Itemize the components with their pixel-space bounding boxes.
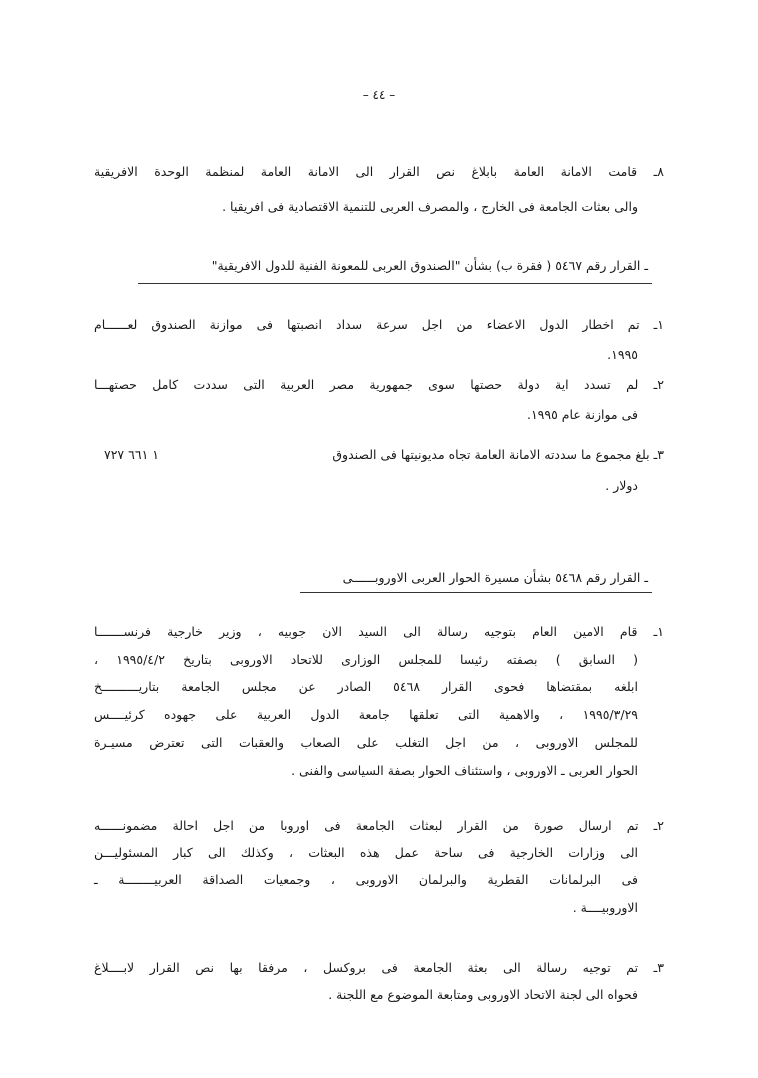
list-item-line: ٢ـ لم تسدد اية دولة حصتها سوى جمهورية مصر العربية التى سددت كامل حصتهـــا (94, 377, 664, 392)
list-item-line: ( السابق ) بصفته رئيسا للمجلس الوزارى للاتحاد الاوروبى بتاريخ ١٩٩٥/٤/٢ ، (94, 652, 638, 667)
list-item-line: الى وزارات الخارجية فى ساحة عمل هذه البعثات ، وكذلك الى كبار المسئوليـــن (94, 845, 638, 860)
list-item-line: فى البرلمانات القطرية والبرلمان الاوروبى ، وجمعيات الصداقة العربيــــــــة ـ (94, 872, 638, 887)
list-item-line: ابلغه بمقتضاها فحوى القرار ٥٤٦٨ الصادر عن مجلس الجامعة بتاريــــــــــخ (94, 679, 638, 694)
heading-underline (300, 592, 652, 593)
list-item-line: الحوار العربى ـ الاوروبى ، واستئناف الحوار بصفة السياسى والفنى . (291, 763, 638, 778)
list-item-line: ٣ـ تم توجيه رسالة الى بعثة الجامعة فى بروكسل ، مرفقا بها نص القرار لابــــلاغ (94, 960, 664, 975)
item-8-line-1: ٨ـ قامت الامانة العامة بابلاغ نص القرار الى الامانة العامة لمنظمة الوحدة الافريقية (94, 164, 664, 179)
section-heading-5467: ـ القرار رقم ٥٤٦٧ ( فقرة ب) بشأن "الصندوق العربى للمعونة الفنية للدول الافريقية" (211, 258, 648, 273)
list-item-line: فحواه الى لجنة الاتحاد الاوروبى ومتابعة الموضوع مع اللجنة . (328, 987, 638, 1002)
heading-underline (138, 283, 652, 284)
list-item-line: فى موازنة عام ١٩٩٥. (526, 407, 638, 422)
list-item-line: الاوروبيــــة . (572, 900, 638, 915)
list-item-line: ١٩٩٥. (607, 347, 638, 362)
list-item-line: ٣ـ بلغ مجموع ما سددته الامانة العامة تجاه مديونيتها فى الصندوق (332, 447, 664, 462)
list-item-line: ١ـ قام الامين العام بتوجيه رسالة الى السيد الان جوبيه ، وزير خارجية فرنســـــــا (94, 624, 664, 639)
list-item-line: ١ـ تم اخطار الدول الاعضاء من اجل سرعة سداد انصبتها فى موازنة الصندوق لعــــــام (94, 317, 664, 332)
list-item-line: ٢ـ تم ارسال صورة من القرار لبعثات الجامعة فى اوروبا من اجل احالة مضمونــــــه (94, 818, 664, 833)
list-item-line: دولار . (605, 478, 638, 493)
list-item-line: للمجلس الاوروبى ، من اجل التغلب على الصعاب والعقبات التى تعترض مسيـرة (94, 735, 638, 750)
list-item-line: ١٩٩٥/٣/٢٩ ، والاهمية التى تعلقها جامعة الدول العربية على جهوده كرئيــــس (94, 707, 638, 722)
amount-value: ١ ٦٦١ ٧٢٧ (104, 447, 159, 462)
item-8-line-2: والى بعثات الجامعة فى الخارج ، والمصرف العربى للتنمية الاقتصادية فى افريقيا . (222, 199, 638, 214)
page-number: – ٤٤ – (362, 88, 396, 102)
section-heading-5468: ـ القرار رقم ٥٤٦٨ بشأن مسيرة الحوار العربى الاوروبــــــى (342, 570, 648, 585)
